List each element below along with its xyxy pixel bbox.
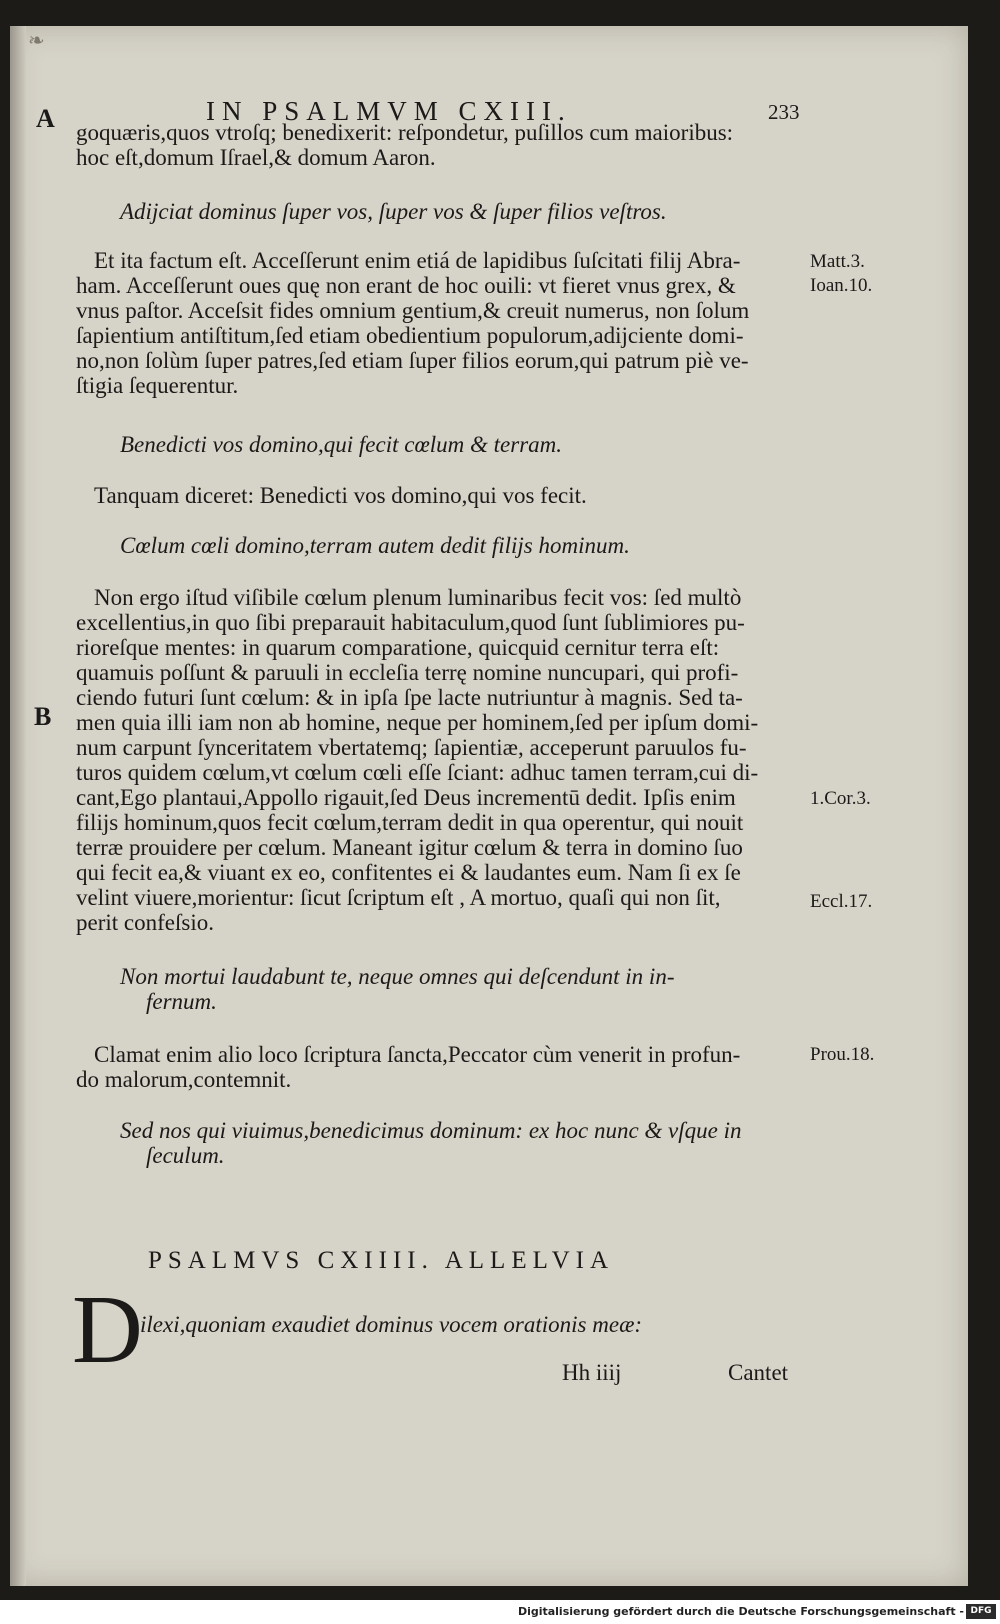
margin-note-matthew: Matt.3. bbox=[810, 251, 865, 272]
text-line: goquæris,quos vtroſq; benedixerit: reſpondetur, puſillos cum maioribus: bbox=[76, 120, 734, 145]
margin-note-john: Ioan.10. bbox=[810, 275, 873, 296]
text-line: vnus paſtor. Acceſsit fides omnium gentium,& creuit numerus, non ſolum bbox=[76, 298, 750, 323]
verse-line: ſeculum. bbox=[146, 1143, 225, 1168]
page-edge bbox=[10, 26, 26, 1586]
dfg-logo: DFG bbox=[966, 1604, 996, 1619]
text-line: Clamat enim alio loco ſcriptura ſancta,Peccator cùm venerit in profun- bbox=[94, 1042, 741, 1067]
text-line: perit confeſsio. bbox=[76, 910, 214, 935]
verse-line: Cœlum cœli domino,terram autem dedit filijs hominum. bbox=[120, 533, 630, 558]
verse-line: fernum. bbox=[146, 989, 217, 1014]
opening-verse: ilexi,quoniam exaudiet dominus vocem orationis meæ: bbox=[140, 1312, 643, 1337]
section-marker-b: B bbox=[34, 702, 52, 731]
text-line: excellentius,in quo ſibi preparauit habitaculum,quod ſunt ſublimiores pu- bbox=[76, 610, 745, 635]
text-line: rioreſque mentes: in quarum comparatione, quicquid cernitur terra eſt: bbox=[76, 635, 720, 660]
margin-note-proverbs: Prou.18. bbox=[810, 1044, 875, 1065]
text-line: filijs hominum,quos fecit cœlum,terram dedit in qua operentur, qui nouit bbox=[76, 810, 744, 835]
digitization-footer bbox=[0, 1600, 1000, 1624]
text-line: terræ prouidere per cœlum. Maneant igitur cœlum & terra in domino ſuo bbox=[76, 835, 743, 860]
text-line: num carpunt ſynceritatem vbertatemq; ſapientiæ, acceperunt paruulos fu- bbox=[76, 735, 747, 760]
drop-cap: D bbox=[72, 1276, 143, 1384]
section-marker-a: A bbox=[36, 104, 55, 133]
psalm-heading: PSALMVS CXIIII. ALLELVIA bbox=[148, 1247, 614, 1274]
text-line: qui fecit ea,& viuant ex eo, confitentes ei & laudantes eum. Nam ſi ex ſe bbox=[76, 860, 741, 885]
text-line: Tanquam diceret: Benedicti vos domino,qui vos fecit. bbox=[94, 483, 587, 508]
text-line: ſtigia ſequerentur. bbox=[76, 373, 239, 398]
text-line: velint viuere,morientur: ſicut ſcriptum eſt , A mortuo, quaſi qui non ſit, bbox=[76, 885, 721, 910]
text-line: hoc eſt,domum Iſrael,& domum Aaron. bbox=[76, 145, 436, 170]
footer-credit: Digitalisierung gefördert durch die Deutsche Forschungsgemeinschaft - bbox=[517, 1605, 964, 1618]
text-line: quamuis poſſunt & paruuli in eccleſia terrę nomine nuncupari, qui profi- bbox=[76, 660, 739, 685]
page-number: 233 bbox=[768, 100, 800, 124]
corner-mark: ❧ bbox=[28, 28, 45, 52]
text-line: men quia illi iam non ab homine, neque per hominem,ſed per ipſum domi- bbox=[76, 710, 759, 735]
text-line: Non ergo iſtud viſibile cœlum plenum luminaribus fecit vos: ſed multò bbox=[94, 585, 742, 610]
margin-note-corinthians: 1.Cor.3. bbox=[810, 788, 871, 809]
text-line: Et ita factum eſt. Acceſſerunt enim etiá de lapidibus ſuſcitati filij Abra- bbox=[94, 248, 741, 273]
verse-line: Sed nos qui viuimus,benedicimus dominum: ex hoc nunc & vſque in bbox=[120, 1118, 742, 1143]
text-line: cant,Ego plantaui,Appollo rigauit,ſed Deus incrementū dedit. Ipſis enim bbox=[76, 785, 736, 810]
text-line: ſapientium antiſtitum,ſed etiam obedientium populorum,adijciente domi- bbox=[76, 323, 744, 348]
text-line: ciendo futuri ſunt cœlum: & in ipſa ſpe lacte nutriuntur à magnis. Sed ta- bbox=[76, 685, 743, 710]
text-line: turos quidem cœlum,vt cœlum cœli eſſe ſciant: adhuc tamen terram,cui di- bbox=[76, 760, 759, 785]
book-page bbox=[10, 26, 968, 1586]
verse-line: Adijciat dominus ſuper vos, ſuper vos & ſuper filios veſtros. bbox=[120, 199, 667, 224]
margin-note-ecclesiasticus: Eccl.17. bbox=[810, 891, 873, 912]
catchword: Cantet bbox=[728, 1360, 789, 1385]
running-head: IN PSALMVM CXIII. bbox=[206, 96, 572, 126]
verse-line: Benedicti vos domino,qui fecit cœlum & terram. bbox=[120, 432, 563, 457]
signature-mark: Hh iiij bbox=[562, 1360, 622, 1385]
text-line: ham. Acceſſerunt oues quę non erant de hoc ouili: vt fieret vnus grex, & bbox=[76, 273, 736, 298]
verse-line: Non mortui laudabunt te, neque omnes qui deſcendunt in in- bbox=[120, 964, 675, 989]
text-line: no,non ſolùm ſuper patres,ſed etiam ſuper filios eorum,qui patrum piè ve- bbox=[76, 348, 749, 373]
text-line: do malorum,contemnit. bbox=[76, 1067, 292, 1092]
